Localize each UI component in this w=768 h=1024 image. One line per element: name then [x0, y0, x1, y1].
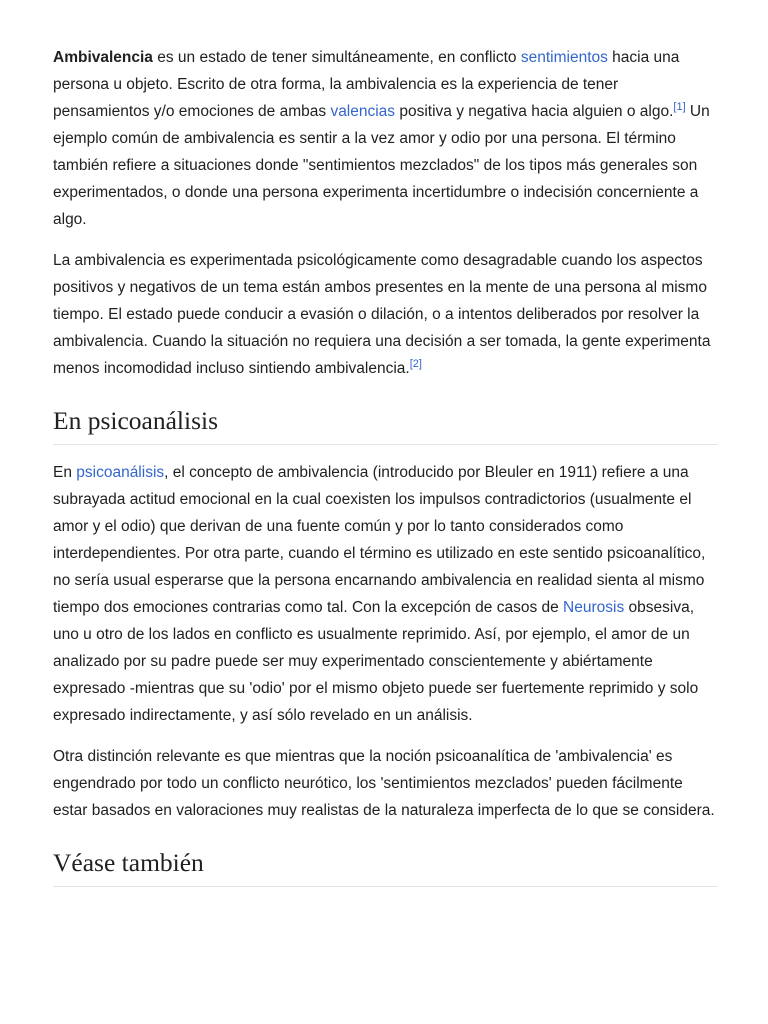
- psico-text-2: , el concepto de ambivalencia (introducido por Bleuler en 1911) refiere a una subrayada actitud emocional en la cual coexisten los impulsos contradictorios (usualmente el amor y el odio) que derivan de una fuente común y por lo tanto considerados como interdependientes. Por otra parte, cuando el término es utilizado en este sentido psicoanalítico, no sería usual esperarse que la persona encarnando ambivalencia en realidad sienta al mismo tiempo dos emociones contrarias como tal. Con la excepción de casos de: [53, 464, 706, 616]
- section-heading-psicoanalisis: En psicoanálisis: [53, 404, 718, 445]
- link-valencias[interactable]: valencias: [330, 103, 396, 120]
- reference-2[interactable]: [2]: [409, 357, 422, 370]
- section-heading-vease-tambien: Véase también: [53, 846, 718, 887]
- psico-paragraph-2: Otra distinción relevante es que mientras que la noción psicoanalítica de 'ambivalencia' es engendrado por todo un conflicto neurótico, los 'sentimientos mezclados' pueden fácilmente estar basados en valoraciones muy realistas de la naturaleza imperfecta de lo que se considera.: [53, 748, 715, 819]
- article-content: [53, 44, 718, 901]
- intro-text-1: es un estado de tener simultáneamente, en conflicto: [152, 49, 521, 66]
- link-neurosis[interactable]: Neurosis: [563, 599, 625, 616]
- term-bold: Ambivalencia: [53, 49, 153, 66]
- link-psicoanalisis[interactable]: psicoanálisis: [76, 464, 165, 481]
- intro-text-2: hacia una persona u objeto. Escrito de otra forma, la ambivalencia es la experiencia de tener pensamientos y/o emociones de ambas: [53, 49, 680, 120]
- intro-text-3: positiva y negativa hacia alguien o algo.: [395, 103, 674, 120]
- link-sentimientos[interactable]: sentimientos: [520, 49, 608, 66]
- intro-paragraph: [53, 44, 718, 233]
- second-paragraph-text: La ambivalencia es experimentada psicológicamente como desagradable cuando los aspectos positivos y negativos de un tema están ambos presentes en la mente de una persona al mismo tiempo. El estado puede conducir a evasión o dilación, o a intentos deliberados por resolver la ambivalencia. Cuando la situación no requiera una decisión a ser tomada, la gente experimenta menos incomodidad incluso sintiendo ambivalencia.: [53, 252, 711, 377]
- psico-text-1: En: [53, 464, 77, 481]
- reference-1[interactable]: [1]: [673, 100, 686, 113]
- psico-paragraph-1: [53, 459, 718, 729]
- second-paragraph: [53, 247, 718, 382]
- intro-text-4: Un ejemplo común de ambivalencia es sentir a la vez amor y odio por una persona. El término también refiere a situaciones donde "sentimientos mezclados" de los tipos más generales son experimentados, o donde una persona experimenta incertidumbre o indecisión concerniente a algo.: [53, 103, 710, 228]
- psico-text-3: obsesiva, uno u otro de los lados en conflicto es usualmente reprimido. Así, por ejemplo, el amor de un analizado por su padre puede ser muy experimentado conscientemente y abiértamente expresado -mientras que su 'odio' por el mismo objeto puede ser fuertemente reprimido y solo expresado indirectamente, y así sólo revelado en un análisis.: [53, 599, 699, 724]
